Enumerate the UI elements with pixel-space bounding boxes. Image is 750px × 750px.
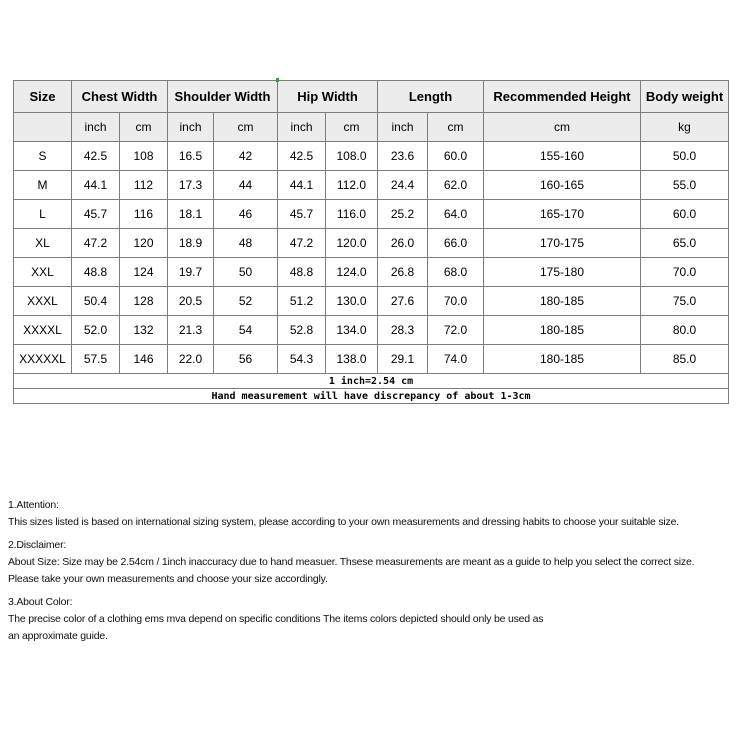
value-cell: 170-175 — [484, 229, 641, 258]
value-cell: 108.0 — [326, 142, 378, 171]
value-cell: 47.2 — [72, 229, 120, 258]
value-cell: 66.0 — [428, 229, 484, 258]
table-row — [14, 200, 729, 229]
value-cell: 155-160 — [484, 142, 641, 171]
value-cell: 26.8 — [378, 258, 428, 287]
value-cell: 48 — [214, 229, 278, 258]
value-cell: 44 — [214, 171, 278, 200]
note-heading: 1.Attention: — [8, 499, 59, 511]
size-cell: M — [14, 171, 72, 200]
value-cell: 146 — [120, 345, 168, 374]
value-cell: 52.0 — [72, 316, 120, 345]
column-header-body-weight: Body weight — [641, 81, 729, 113]
table-row — [14, 171, 729, 200]
value-cell: 85.0 — [641, 345, 729, 374]
unit-row — [14, 113, 729, 142]
column-header-hip-width: Hip Width — [278, 81, 378, 113]
value-cell: 180-185 — [484, 345, 641, 374]
value-cell: 70.0 — [641, 258, 729, 287]
value-cell: 24.4 — [378, 171, 428, 200]
value-cell: 42 — [214, 142, 278, 171]
column-header-shoulder-width: Shoulder Width — [168, 81, 278, 113]
column-header-size: Size — [14, 81, 72, 113]
note-line: Please take your own measurements and choose your size accordingly. — [8, 573, 328, 585]
value-cell: 46 — [214, 200, 278, 229]
value-cell: 165-170 — [484, 200, 641, 229]
value-cell: 29.1 — [378, 345, 428, 374]
value-cell: 19.7 — [168, 258, 214, 287]
value-cell: 56 — [214, 345, 278, 374]
value-cell: 65.0 — [641, 229, 729, 258]
unit-header-kg: kg — [641, 113, 729, 142]
table-row — [14, 258, 729, 287]
unit-header-inch: inch — [72, 113, 120, 142]
footnote-row — [14, 389, 729, 404]
note-line: an approximate guide. — [8, 630, 108, 642]
value-cell: 68.0 — [428, 258, 484, 287]
value-cell: 62.0 — [428, 171, 484, 200]
size-chart-table — [13, 80, 729, 404]
value-cell: 64.0 — [428, 200, 484, 229]
footnote: 1 inch=2.54 cm — [14, 374, 729, 389]
value-cell: 120.0 — [326, 229, 378, 258]
value-cell: 23.6 — [378, 142, 428, 171]
unit-header-cm: cm — [428, 113, 484, 142]
value-cell: 108 — [120, 142, 168, 171]
size-cell: XXXL — [14, 287, 72, 316]
value-cell: 70.0 — [428, 287, 484, 316]
header-group-row — [14, 81, 729, 113]
value-cell: 116 — [120, 200, 168, 229]
note-section — [8, 537, 750, 588]
unit-header-cm: cm — [484, 113, 641, 142]
unit-header-cm: cm — [120, 113, 168, 142]
column-header-chest-width: Chest Width — [72, 81, 168, 113]
value-cell: 42.5 — [278, 142, 326, 171]
value-cell: 17.3 — [168, 171, 214, 200]
note-heading: 3.About Color: — [8, 596, 73, 608]
value-cell: 116.0 — [326, 200, 378, 229]
value-cell: 74.0 — [428, 345, 484, 374]
size-chart-header — [14, 81, 729, 142]
value-cell: 52.8 — [278, 316, 326, 345]
value-cell: 112 — [120, 171, 168, 200]
unit-header-inch: inch — [378, 113, 428, 142]
value-cell: 48.8 — [72, 258, 120, 287]
value-cell: 21.3 — [168, 316, 214, 345]
unit-header-cm: cm — [326, 113, 378, 142]
value-cell: 160-165 — [484, 171, 641, 200]
value-cell: 44.1 — [278, 171, 326, 200]
notes-section — [8, 497, 750, 651]
value-cell: 60.0 — [641, 200, 729, 229]
value-cell: 18.9 — [168, 229, 214, 258]
value-cell: 80.0 — [641, 316, 729, 345]
size-cell: L — [14, 200, 72, 229]
value-cell: 120 — [120, 229, 168, 258]
footnote-row — [14, 374, 729, 389]
value-cell: 55.0 — [641, 171, 729, 200]
value-cell: 138.0 — [326, 345, 378, 374]
value-cell: 25.2 — [378, 200, 428, 229]
value-cell: 52 — [214, 287, 278, 316]
table-row — [14, 287, 729, 316]
value-cell: 45.7 — [72, 200, 120, 229]
value-cell: 50 — [214, 258, 278, 287]
value-cell: 50.4 — [72, 287, 120, 316]
value-cell: 28.3 — [378, 316, 428, 345]
value-cell: 16.5 — [168, 142, 214, 171]
value-cell: 54.3 — [278, 345, 326, 374]
unit-header-inch: inch — [168, 113, 214, 142]
value-cell: 128 — [120, 287, 168, 316]
value-cell: 180-185 — [484, 287, 641, 316]
value-cell: 134.0 — [326, 316, 378, 345]
value-cell: 72.0 — [428, 316, 484, 345]
table-row — [14, 316, 729, 345]
value-cell: 48.8 — [278, 258, 326, 287]
footnote: Hand measurement will have discrepancy of about 1-3cm — [14, 389, 729, 404]
unit-header-blank — [14, 113, 72, 142]
value-cell: 20.5 — [168, 287, 214, 316]
value-cell: 45.7 — [278, 200, 326, 229]
value-cell: 124.0 — [326, 258, 378, 287]
table-row — [14, 345, 729, 374]
value-cell: 130.0 — [326, 287, 378, 316]
size-cell: S — [14, 142, 72, 171]
unit-header-cm: cm — [214, 113, 278, 142]
value-cell: 22.0 — [168, 345, 214, 374]
value-cell: 44.1 — [72, 171, 120, 200]
value-cell: 42.5 — [72, 142, 120, 171]
note-heading: 2.Disclaimer: — [8, 539, 67, 551]
size-chart-body — [14, 142, 729, 404]
green-artifact-dot — [276, 78, 279, 82]
note-line: The precise color of a clothing ems mva depend on specific conditions The items colors depicted should only be used as — [8, 613, 544, 625]
size-cell: XXL — [14, 258, 72, 287]
value-cell: 112.0 — [326, 171, 378, 200]
size-cell: XXXXL — [14, 316, 72, 345]
size-cell: XXXXXL — [14, 345, 72, 374]
value-cell: 175-180 — [484, 258, 641, 287]
table-row — [14, 142, 729, 171]
column-header-length: Length — [378, 81, 484, 113]
note-section — [8, 594, 750, 645]
note-line: About Size: Size may be 2.54cm / 1inch inaccuracy due to hand measuer. Thsese measurements are meant as a guide to help you select the correct size. — [8, 556, 695, 568]
value-cell: 75.0 — [641, 287, 729, 316]
value-cell: 57.5 — [72, 345, 120, 374]
note-line: This sizes listed is based on international sizing system, please according to your own measurements and dressing habits to choose your suitable size. — [8, 516, 679, 528]
unit-header-inch: inch — [278, 113, 326, 142]
value-cell: 180-185 — [484, 316, 641, 345]
table-row — [14, 229, 729, 258]
value-cell: 124 — [120, 258, 168, 287]
value-cell: 132 — [120, 316, 168, 345]
column-header-recommended-height: Recommended Height — [484, 81, 641, 113]
note-section — [8, 497, 750, 531]
value-cell: 27.6 — [378, 287, 428, 316]
value-cell: 18.1 — [168, 200, 214, 229]
value-cell: 60.0 — [428, 142, 484, 171]
size-cell: XL — [14, 229, 72, 258]
value-cell: 47.2 — [278, 229, 326, 258]
value-cell: 50.0 — [641, 142, 729, 171]
value-cell: 54 — [214, 316, 278, 345]
value-cell: 26.0 — [378, 229, 428, 258]
value-cell: 51.2 — [278, 287, 326, 316]
